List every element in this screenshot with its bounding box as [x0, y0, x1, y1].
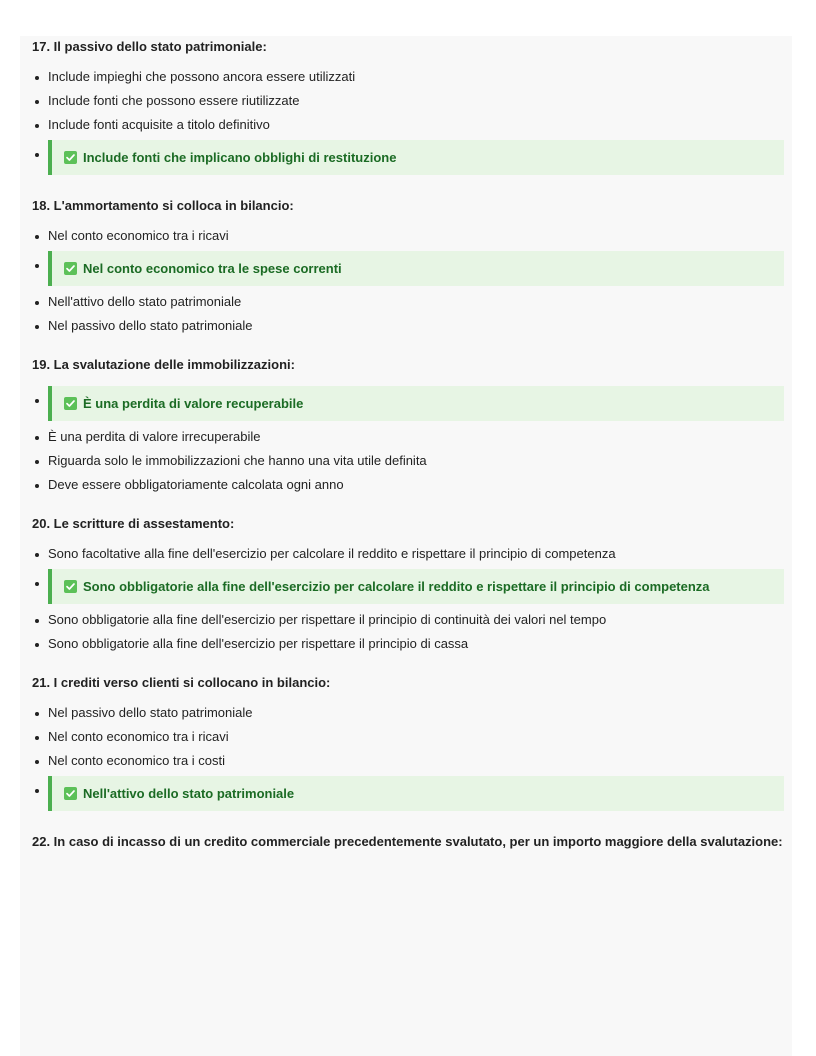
correct-answer-box: [48, 386, 784, 421]
question-title: 20. Le scritture di assestamento:: [32, 516, 235, 531]
correct-answer: [32, 138, 784, 180]
answer-list: [32, 702, 784, 816]
correct-answer: [32, 567, 784, 609]
answer-option: [32, 726, 784, 750]
correct-answer: [32, 249, 784, 291]
answer-text: Sono obbligatorie alla fine dell'esercizio per rispettare il principio di continuità dei valori nel tempo: [48, 612, 607, 627]
quiz-page: [20, 36, 792, 1056]
answer-text: Nel conto economico tra i costi: [48, 753, 226, 768]
answer-option: [32, 225, 784, 249]
answer-option: [32, 90, 784, 114]
answer-option: [32, 609, 784, 633]
correct-answer-box: [48, 251, 784, 286]
check-box-icon: [64, 580, 77, 593]
answer-text: È una perdita di valore irrecuperabile: [48, 429, 261, 444]
question-title: 19. La svalutazione delle immobilizzazioni:: [32, 357, 295, 372]
question-title: 18. L'ammortamento si colloca in bilancio:: [32, 198, 294, 213]
answer-option: [32, 750, 784, 774]
answer-option: [32, 474, 784, 498]
correct-answer: [32, 384, 784, 426]
answer-option: [32, 315, 784, 339]
question-title: 22. In caso di incasso di un credito commerciale precedentemente svalutato, per un importo maggiore della svalutazione:: [32, 834, 783, 849]
answer-text: Include fonti acquisite a titolo definitivo: [48, 117, 270, 132]
question-title: 21. I crediti verso clienti si collocano in bilancio:: [32, 675, 331, 690]
correct-answer: [32, 774, 784, 816]
correct-answer-text: È una perdita di valore recuperabile: [83, 396, 304, 411]
answer-text: Sono obbligatorie alla fine dell'esercizio per rispettare il principio di cassa: [48, 636, 469, 651]
answer-text: Nel passivo dello stato patrimoniale: [48, 705, 253, 720]
answer-text: Nell'attivo dello stato patrimoniale: [48, 294, 242, 309]
answer-list: [32, 384, 784, 498]
answer-text: Sono facoltative alla fine dell'esercizio per calcolare il reddito e rispettare il principio di competenza: [48, 546, 616, 561]
correct-answer-text: Include fonti che implicano obblighi di restituzione: [83, 150, 397, 165]
answer-option: [32, 426, 784, 450]
check-box-icon: [64, 787, 77, 800]
answer-text: Nel passivo dello stato patrimoniale: [48, 318, 253, 333]
answer-text: Nel conto economico tra i ricavi: [48, 729, 229, 744]
answer-option: [32, 114, 784, 138]
correct-answer-text: Sono obbligatorie alla fine dell'esercizio per calcolare il reddito e rispettare il principio di competenza: [83, 579, 710, 594]
answer-option: [32, 702, 784, 726]
check-box-icon: [64, 151, 77, 164]
correct-answer-box: [48, 776, 784, 811]
answer-text: Include fonti che possono essere riutilizzate: [48, 93, 300, 108]
correct-answer-text: Nel conto economico tra le spese correnti: [83, 261, 342, 276]
quiz-content: [20, 36, 792, 852]
answer-text: Riguarda solo le immobilizzazioni che hanno una vita utile definita: [48, 453, 427, 468]
answer-list: [32, 66, 784, 180]
answer-option: [32, 66, 784, 90]
correct-answer-text: Nell'attivo dello stato patrimoniale: [83, 786, 295, 801]
correct-answer-box: [48, 140, 784, 175]
answer-option: [32, 543, 784, 567]
correct-answer-box: [48, 569, 784, 604]
answer-text: Deve essere obbligatoriamente calcolata ogni anno: [48, 477, 344, 492]
check-box-icon: [64, 262, 77, 275]
check-box-icon: [64, 397, 77, 410]
answer-option: [32, 633, 784, 657]
answer-list: [32, 225, 784, 339]
answer-option: [32, 450, 784, 474]
answer-option: [32, 291, 784, 315]
answer-text: Include impieghi che possono ancora essere utilizzati: [48, 69, 356, 84]
answer-text: Nel conto economico tra i ricavi: [48, 228, 229, 243]
answer-list: [32, 543, 784, 657]
question-title: 17. Il passivo dello stato patrimoniale:: [32, 39, 267, 54]
